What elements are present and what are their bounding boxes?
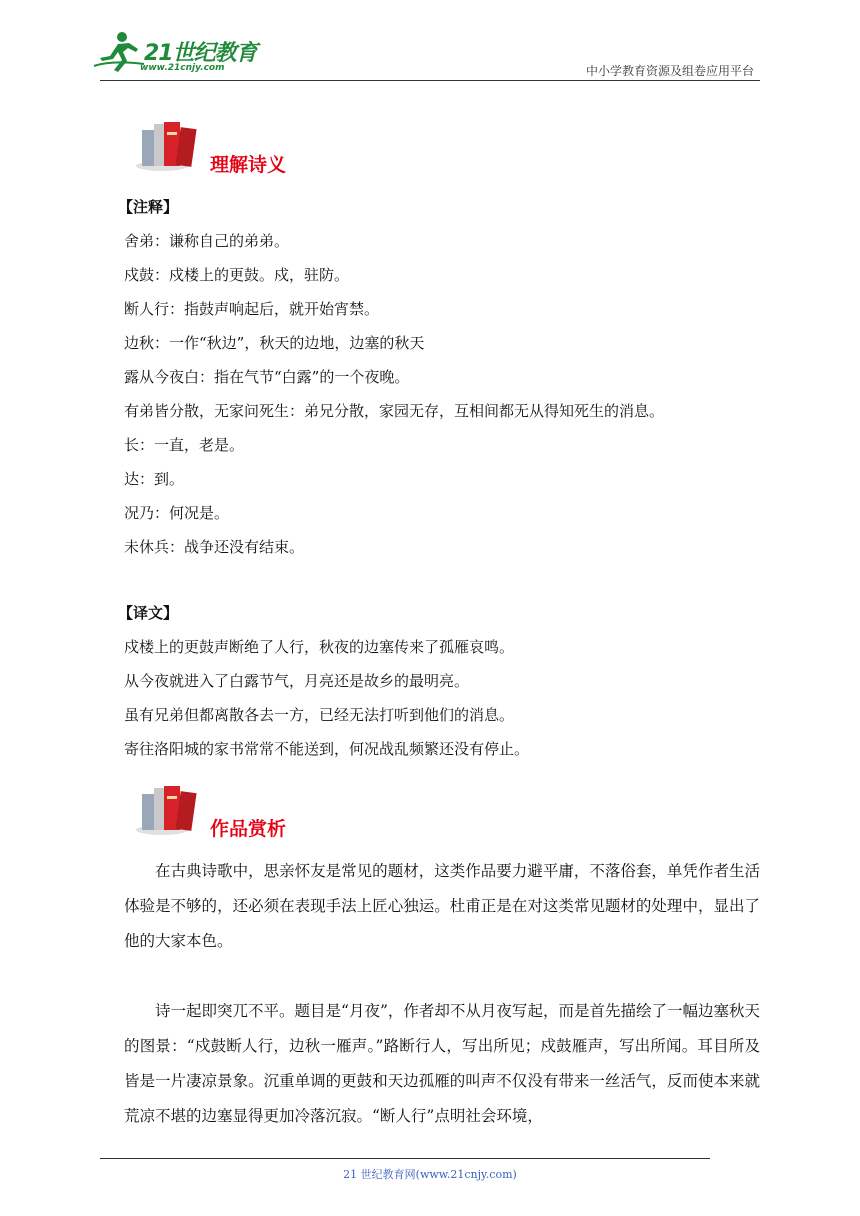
section-title: 理解诗义 [210,154,287,176]
footer-text[interactable]: 21 世纪教育网(www.21cnjy.com) [343,1168,517,1181]
page-header [0,0,860,90]
note-line: 长：一直，老是。 [124,436,245,454]
logo-url: www.21cnjy.com [140,63,225,73]
books-icon [134,782,204,838]
footer-divider [100,1158,710,1159]
header-divider [100,80,760,81]
note-line: 露从今夜白：指在气节“白露”的一个夜晚。 [124,368,410,386]
appreciation-paragraph: 诗一起即突兀不平。题目是“月夜”，作者却不从月夜写起，而是首先描绘了一幅边塞秋天的图景：“戍鼓断人行，边秋一雁声。”路断行人，写出所见；戍鼓雁声，写出所闻。耳目所及皆是一片凄凉景象。沉重单调的更鼓和天边孤雁的叫声不仅没有带来一丝活气，反而使本来就荒凉不堪的边塞显得更加冷落沉寂。“断人行”点明社会环境， [124,1002,760,1125]
note-line: 断人行：指鼓声响起后，就开始宵禁。 [124,300,380,318]
translation-label: 【译文】 [118,604,179,622]
translation-line: 从今夜就进入了白露节气，月亮还是故乡的最明亮。 [124,672,470,690]
notes-label: 【注释】 [118,198,179,216]
note-line: 边秋：一作“秋边”，秋天的边地，边塞的秋天 [124,334,425,352]
note-line: 达：到。 [124,470,185,488]
section-heading-appreciation [134,782,434,842]
books-icon [134,118,204,174]
translation-line: 寄往洛阳城的家书常常不能送到，何况战乱频繁还没有停止。 [124,740,530,758]
appreciation-paragraph: 在古典诗歌中，思亲怀友是常见的题材，这类作品要力避平庸，不落俗套，单凭作者生活体验是不够的，还必须在表现手法上匠心独运。杜甫正是在对这类常见题材的处理中，显出了他的大家本色。 [124,862,760,950]
translation-line: 虽有兄弟但都离散各去一方，已经无法打听到他们的消息。 [124,706,515,724]
logo-text: 21世纪教育 [144,41,257,66]
notes-block [118,190,764,564]
translation-block [118,596,764,766]
site-logo[interactable] [92,30,262,80]
note-line: 未休兵：战争还没有结束。 [124,538,305,556]
note-line: 舍弟：谦称自己的弟弟。 [124,232,290,250]
translation-line: 戍楼上的更鼓声断绝了人行，秋夜的边塞传来了孤雁哀鸣。 [124,638,515,656]
section-title: 作品赏析 [210,818,287,840]
section-heading-understanding [134,118,434,178]
note-line: 戍鼓：戍楼上的更鼓。戍，驻防。 [124,266,350,284]
header-tagline: 中小学教育资源及组卷应用平台 [585,64,754,78]
note-line: 况乃：何况是。 [124,504,230,522]
note-line: 有弟皆分散，无家问死生：弟兄分散，家园无存，互相间都无从得知死生的消息。 [124,402,665,420]
